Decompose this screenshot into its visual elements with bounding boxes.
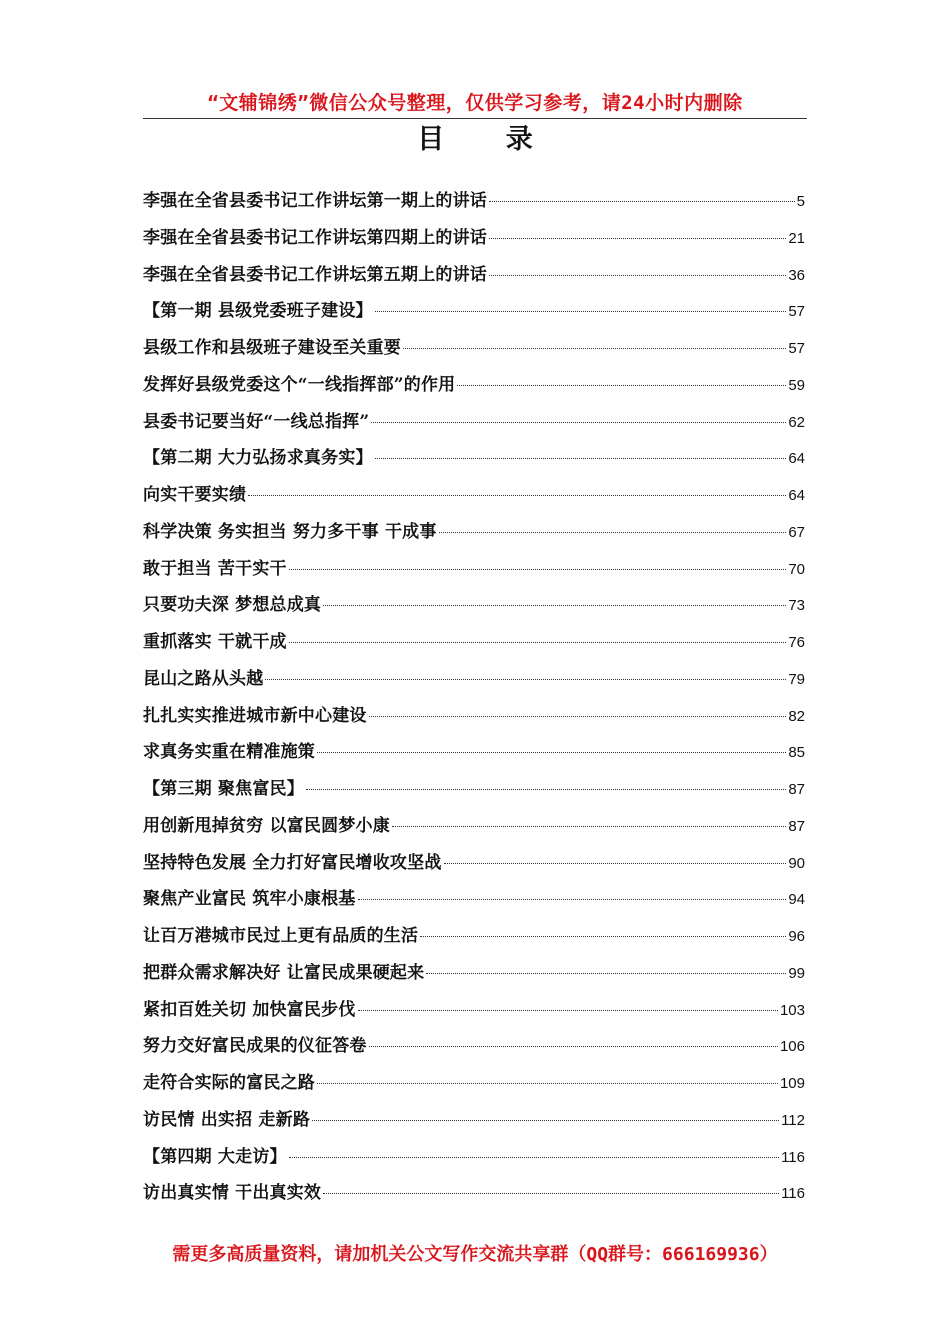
dot-leader	[444, 863, 787, 864]
dot-leader	[392, 826, 786, 827]
dot-leader	[489, 238, 786, 239]
dot-leader	[426, 973, 786, 974]
dot-leader	[306, 789, 786, 790]
toc-entry-title[interactable]: 求真务实重在精准施策	[143, 742, 315, 763]
toc-entry-page-number[interactable]: 76	[788, 634, 805, 651]
toc-entry-page-number[interactable]: 5	[796, 193, 805, 210]
toc-entry-page-number[interactable]: 62	[788, 413, 805, 431]
toc-entry-page-number[interactable]: 57	[788, 340, 805, 357]
toc-entry[interactable]	[143, 774, 807, 811]
toc-entry-title[interactable]: 昆山之路从头越	[143, 668, 264, 689]
dot-leader	[369, 716, 787, 717]
toc-entry[interactable]	[143, 958, 807, 995]
dot-leader	[489, 201, 795, 202]
toc-entry-page-number[interactable]: 106	[779, 1038, 805, 1056]
toc-entry-title[interactable]: 访出真实情 干出真实效	[143, 1183, 322, 1204]
toc-entry[interactable]	[143, 590, 807, 627]
toc-entry[interactable]	[143, 1178, 807, 1215]
toc-entry-title[interactable]: 【第三期 聚焦富民】	[143, 779, 304, 799]
toc-entry-page-number[interactable]: 59	[788, 376, 805, 394]
toc-entry-title[interactable]: 科学决策 务实担当 努力多干事 干成事	[143, 521, 437, 542]
toc-entry-title[interactable]: 敢于担当 苦干实干	[143, 558, 287, 579]
dot-leader	[371, 422, 786, 423]
dot-leader	[358, 1010, 778, 1011]
dot-leader	[375, 458, 787, 459]
toc-entry[interactable]	[143, 848, 807, 885]
toc-entry-page-number[interactable]: 57	[788, 303, 805, 321]
dot-leader	[248, 495, 786, 496]
dot-leader	[323, 1193, 779, 1194]
dot-leader	[323, 605, 786, 606]
toc-entry-title[interactable]: 【第四期 大走访】	[143, 1146, 287, 1167]
toc-entry[interactable]	[143, 407, 807, 444]
toc-entry-page-number[interactable]: 70	[788, 560, 805, 578]
toc-entry-page-number[interactable]: 103	[779, 1001, 805, 1019]
toc-entry[interactable]	[143, 664, 807, 701]
toc-entry-title[interactable]: 努力交好富民成果的仪征答卷	[143, 1036, 367, 1057]
footer-banner: 需更多高质量资料，请加机关公文写作交流共享群（QQ群号：666169936）	[172, 1244, 778, 1265]
toc-entry[interactable]	[143, 1031, 807, 1068]
toc-entry[interactable]	[143, 701, 807, 738]
toc-entry-page-number[interactable]: 64	[788, 487, 805, 504]
toc-entry[interactable]	[143, 260, 807, 297]
dot-leader	[375, 311, 787, 312]
toc-entry[interactable]	[143, 1142, 807, 1179]
dot-leader	[420, 936, 786, 937]
toc-entry[interactable]	[143, 223, 807, 260]
toc-list	[143, 186, 807, 1215]
toc-entry[interactable]	[143, 995, 807, 1032]
toc-entry-page-number[interactable]: 109	[779, 1075, 805, 1092]
dot-leader	[358, 899, 787, 900]
toc-title: 目 录	[417, 124, 559, 155]
toc-entry-title[interactable]: 【第二期 大力弘扬求真务实】	[143, 448, 373, 469]
dot-leader	[369, 1046, 778, 1047]
toc-entry-page-number[interactable]: 112	[781, 1111, 805, 1129]
toc-entry-title[interactable]: 发挥好县级党委这个“一线指挥部”的作用	[143, 374, 456, 395]
toc-entry-title[interactable]: 扎扎实实推进城市新中心建设	[143, 705, 367, 726]
toc-entry-page-number[interactable]: 116	[781, 1185, 805, 1203]
toc-entry-title[interactable]: 重抓落实 干就干成	[143, 632, 287, 652]
toc-entry-title[interactable]: 李强在全省县委书记工作讲坛第五期上的讲话	[143, 264, 487, 285]
toc-entry-page-number[interactable]: 36	[788, 266, 805, 284]
toc-entry-page-number[interactable]: 99	[788, 964, 805, 982]
dot-leader	[317, 752, 786, 753]
toc-entry-page-number[interactable]: 82	[788, 707, 805, 725]
header-banner: “文辅锦绣”微信公众号整理，仅供学习参考，请24小时内删除	[207, 92, 743, 114]
toc-entry[interactable]	[143, 370, 807, 407]
dot-leader	[312, 1120, 779, 1121]
dot-leader	[317, 1083, 778, 1084]
toc-entry[interactable]	[143, 296, 807, 333]
toc-entry-page-number[interactable]: 67	[788, 523, 805, 541]
toc-entry-title[interactable]: 李强在全省县委书记工作讲坛第一期上的讲话	[143, 191, 487, 211]
toc-entry[interactable]	[143, 627, 807, 664]
toc-entry-page-number[interactable]: 64	[788, 450, 805, 468]
toc-entry-title[interactable]: 【第一期 县级党委班子建设】	[143, 301, 373, 322]
toc-entry[interactable]	[143, 517, 807, 554]
toc-entry-page-number[interactable]: 94	[788, 891, 805, 909]
toc-entry-title[interactable]: 坚持特色发展 全力打好富民增收攻坚战	[143, 852, 442, 873]
toc-entry-page-number[interactable]: 73	[788, 597, 805, 615]
toc-entry-title[interactable]: 只要功夫深 梦想总成真	[143, 595, 322, 616]
toc-entry[interactable]	[143, 480, 807, 517]
toc-entry[interactable]	[143, 921, 807, 958]
dot-leader	[457, 385, 786, 386]
toc-entry-title[interactable]: 县委书记要当好“一线总指挥”	[143, 411, 370, 432]
toc-entry-title[interactable]: 访民情 出实招 走新路	[143, 1109, 311, 1130]
toc-entry-page-number[interactable]: 21	[788, 229, 805, 247]
toc-entry-page-number[interactable]: 116	[781, 1148, 805, 1166]
toc-entry[interactable]	[143, 737, 807, 774]
toc-entry-title[interactable]: 县级工作和县级班子建设至关重要	[143, 338, 401, 358]
toc-entry[interactable]	[143, 554, 807, 591]
toc-entry[interactable]	[143, 186, 807, 223]
toc-entry-page-number[interactable]: 85	[788, 744, 805, 762]
dot-leader	[289, 1157, 779, 1158]
toc-entry-page-number[interactable]: 96	[788, 928, 805, 945]
dot-leader	[289, 642, 787, 643]
toc-entry-title[interactable]: 聚焦产业富民 筑牢小康根基	[143, 889, 356, 910]
toc-entry[interactable]	[143, 884, 807, 921]
toc-entry-title[interactable]: 让百万港城市民过上更有品质的生活	[143, 926, 419, 946]
toc-entry[interactable]	[143, 1105, 807, 1142]
toc-entry[interactable]	[143, 443, 807, 480]
toc-entry-title[interactable]: 李强在全省县委书记工作讲坛第四期上的讲话	[143, 227, 487, 248]
toc-entry-page-number[interactable]: 90	[788, 854, 805, 872]
toc-entry-title[interactable]: 把群众需求解决好 让富民成果硬起来	[143, 962, 425, 983]
toc-entry[interactable]	[143, 1068, 807, 1105]
toc-entry[interactable]	[143, 811, 807, 848]
dot-leader	[265, 679, 786, 680]
toc-entry-title[interactable]: 紧扣百姓关切 加快富民步伐	[143, 999, 356, 1020]
toc-entry[interactable]	[143, 333, 807, 370]
toc-entry-title[interactable]: 走符合实际的富民之路	[143, 1073, 315, 1093]
dot-leader	[289, 569, 787, 570]
dot-leader	[439, 532, 787, 533]
dot-leader	[403, 348, 786, 349]
toc-entry-title[interactable]: 用创新甩掉贫穷 以富民圆梦小康	[143, 815, 390, 836]
toc-entry-page-number[interactable]: 87	[788, 781, 805, 798]
toc-entry-page-number[interactable]: 87	[788, 817, 805, 835]
toc-entry-title[interactable]: 向实干要实绩	[143, 485, 247, 505]
toc-entry-page-number[interactable]: 79	[788, 670, 805, 688]
dot-leader	[489, 275, 786, 276]
